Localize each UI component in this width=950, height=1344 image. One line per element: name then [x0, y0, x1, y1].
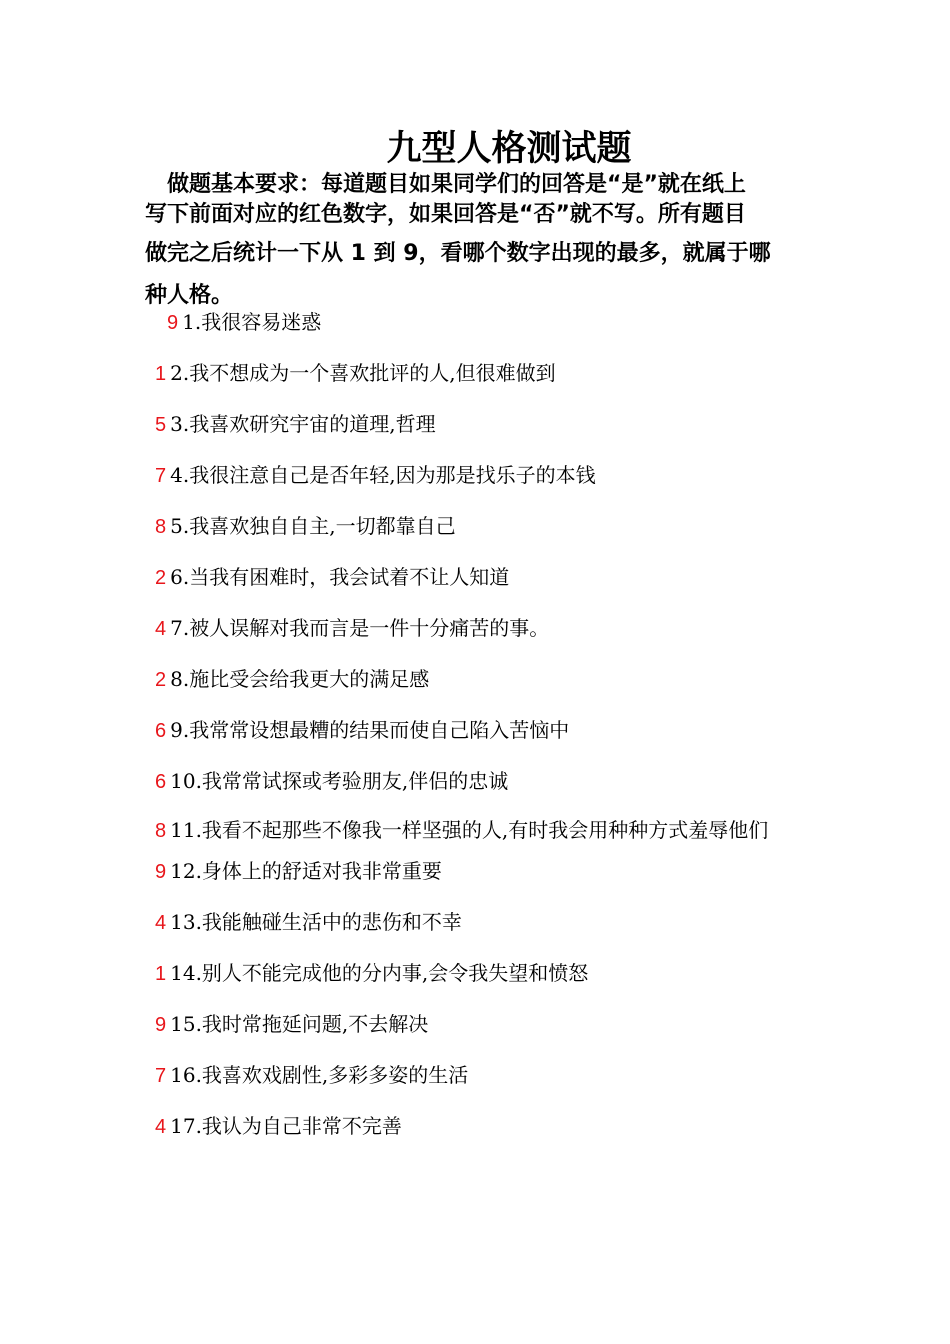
question-item — [145, 457, 810, 494]
question-item — [145, 304, 810, 341]
question-item — [145, 661, 810, 698]
page-title-text: 九型人格测试题 — [386, 129, 632, 169]
question-item — [145, 559, 810, 596]
personality-type-number: 9 — [155, 1014, 167, 1036]
question-text: 10.我常常试探或考验朋友,伴侣的忠诚 — [170, 769, 509, 793]
instructions-line-2: 写下前面对应的红色数字，如果回答是“否”就不写。所有题目 — [145, 202, 746, 227]
question-item — [145, 955, 810, 992]
question-item — [145, 814, 810, 847]
personality-type-number: 1 — [155, 363, 167, 385]
question-item — [145, 1057, 810, 1094]
question-item — [145, 406, 810, 443]
question-text: 14.别人不能完成他的分内事,会令我失望和愤怒 — [170, 961, 589, 985]
question-text: 4.我很注意自己是否年轻,因为那是找乐子的本钱 — [170, 463, 596, 487]
personality-type-number: 4 — [155, 618, 167, 640]
question-item — [145, 1006, 810, 1043]
question-text: 9.我常常设想最糟的结果而使自己陷入苦恼中 — [170, 718, 570, 742]
question-list — [145, 304, 810, 1159]
question-text: 12.身体上的舒适对我非常重要 — [170, 859, 442, 883]
personality-type-number: 1 — [155, 963, 167, 985]
question-item — [145, 904, 810, 941]
question-text: 17.我认为自己非常不完善 — [170, 1114, 402, 1138]
personality-type-number: 6 — [155, 720, 167, 742]
instructions — [145, 172, 810, 316]
question-text: 3.我喜欢研究宇宙的道理,哲理 — [170, 412, 436, 436]
personality-type-number: 2 — [155, 567, 167, 589]
question-item — [145, 712, 810, 749]
question-item — [145, 1108, 810, 1145]
question-item — [145, 355, 810, 392]
personality-type-number: 4 — [155, 1116, 167, 1138]
question-item — [145, 610, 810, 647]
question-text: 2.我不想成为一个喜欢批评的人,但很难做到 — [170, 361, 556, 385]
personality-type-number: 2 — [155, 669, 167, 691]
personality-type-number: 6 — [155, 771, 167, 793]
question-text: 16.我喜欢戏剧性,多彩多姿的生活 — [170, 1063, 469, 1087]
personality-type-number: 8 — [155, 820, 167, 842]
instructions-line-1: 做题基本要求：每道题目如果同学们的回答是“是”就在纸上 — [167, 172, 746, 197]
question-item — [145, 508, 810, 545]
question-text: 5.我喜欢独自自主,一切都靠自己 — [170, 514, 456, 538]
personality-type-number: 5 — [155, 414, 167, 436]
personality-type-number: 4 — [155, 912, 167, 934]
question-text: 13.我能触碰生活中的悲伤和不幸 — [170, 910, 462, 934]
personality-type-number: 8 — [155, 516, 167, 538]
instructions-line-4: 种人格。 — [145, 283, 234, 308]
personality-type-number: 9 — [155, 861, 167, 883]
personality-type-number: 7 — [155, 1065, 167, 1087]
question-text: 11.我看不起那些不像我一样坚强的人,有时我会用种种方式羞辱他们 — [170, 818, 769, 842]
question-item — [145, 853, 810, 890]
question-text: 7.被人误解对我而言是一件十分痛苦的事。 — [170, 616, 550, 640]
question-text: 1.我很容易迷惑 — [182, 310, 322, 334]
instructions-line-3: 做完之后统计一下从 1 到 9，看哪个数字出现的最多，就属于哪 — [145, 241, 771, 266]
page-title — [0, 126, 950, 172]
question-text: 8.施比受会给我更大的满足感 — [170, 667, 430, 691]
question-text: 15.我时常拖延问题,不去解决 — [170, 1012, 429, 1036]
personality-type-number: 7 — [155, 465, 167, 487]
question-item — [145, 763, 810, 800]
personality-type-number: 9 — [167, 312, 179, 334]
question-text: 6.当我有困难时，我会试着不让人知道 — [170, 565, 510, 589]
